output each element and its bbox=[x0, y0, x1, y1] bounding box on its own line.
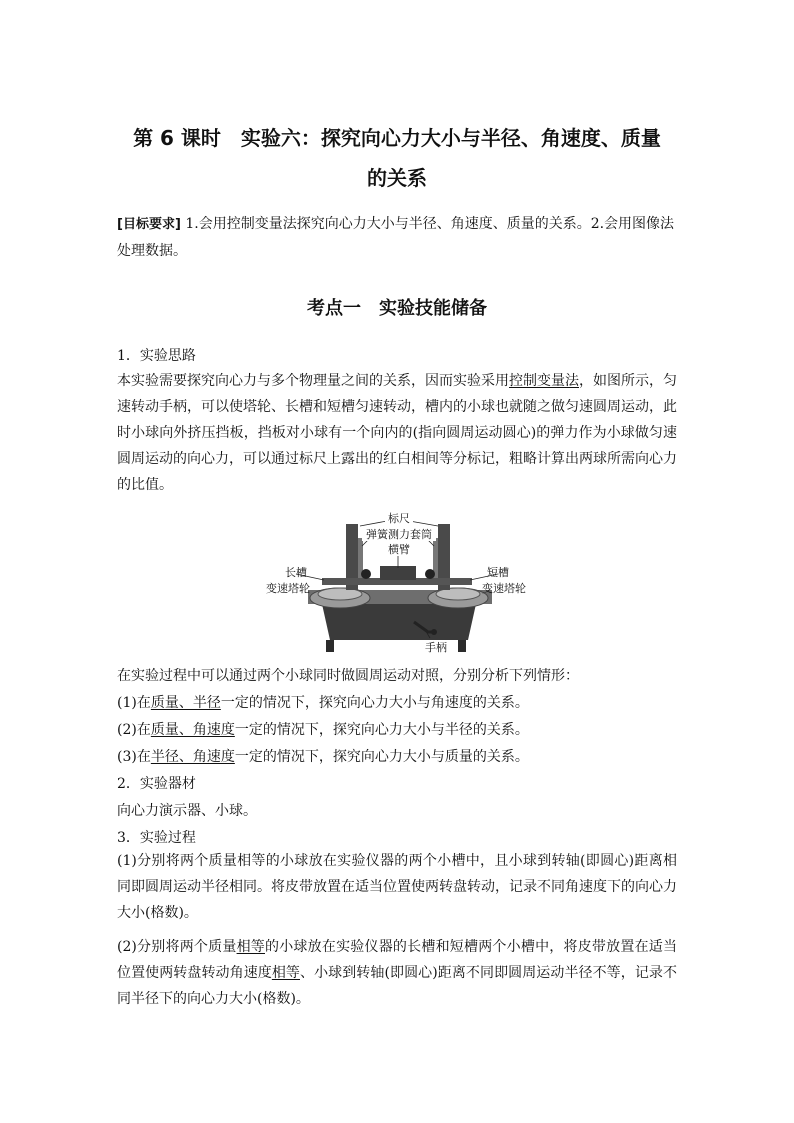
item2-post: 一定的情况下，探究向心力大小与半径的关系。 bbox=[234, 722, 529, 738]
lesson-title-line2: 的关系 bbox=[367, 166, 427, 190]
goals-text-2: 处理数据。 bbox=[117, 243, 187, 259]
heading-equipment: 2．实验器材 bbox=[117, 776, 196, 792]
comparison-item-3 bbox=[117, 746, 529, 766]
item3-underline: 半径、角速度 bbox=[150, 749, 235, 765]
base-leg-left bbox=[326, 640, 334, 652]
centripetal-apparatus-figure bbox=[262, 512, 532, 654]
label-long-slot: 长槽 bbox=[285, 566, 307, 579]
lesson-title-line1: 第 6 课时 实验六：探究向心力大小与半径、角速度、质量 bbox=[133, 126, 661, 150]
item1-underline: 质量、半径 bbox=[150, 695, 221, 711]
item3-post: 一定的情况下，探究向心力大小与质量的关系。 bbox=[234, 749, 529, 765]
label-right-variable-wheel: 变速塔轮 bbox=[482, 582, 526, 595]
item3-pre: (3)在 bbox=[117, 749, 151, 765]
heading-procedure: 3．实验过程 bbox=[117, 830, 196, 846]
experiment-idea-paragraph bbox=[117, 368, 677, 498]
item1-post: 一定的情况下，探究向心力大小与角速度的关系。 bbox=[220, 695, 529, 711]
step2-text-a: (2)分别将两个质量 bbox=[117, 939, 237, 955]
item2-underline: 质量、角速度 bbox=[150, 722, 235, 738]
label-spring-sleeve: 弹簧测力套筒 bbox=[366, 528, 432, 541]
goals-label: [目标要求] bbox=[117, 217, 181, 232]
label-left-variable-wheel: 变速塔轮 bbox=[266, 582, 310, 595]
label-cross-arm: 横臂 bbox=[388, 543, 410, 556]
base-leg-right bbox=[458, 640, 466, 652]
learning-goals bbox=[117, 211, 677, 264]
goals-text-1: 1.会用控制变量法探究向心力大小与半径、角速度、质量的关系。2.会用图像法 bbox=[185, 216, 675, 232]
step2-underline-2: 相等 bbox=[271, 965, 300, 981]
comparison-item-2 bbox=[117, 719, 529, 739]
label-short-slot: 短槽 bbox=[487, 566, 509, 579]
heading-experiment-idea: 1．实验思路 bbox=[117, 348, 196, 364]
procedure-step-2 bbox=[117, 934, 677, 1012]
step2-text-c: 、小球到转轴(即圆心)距离不同即圆周运动半径不等，记录不同半径下的向心力大小(格数)。 bbox=[117, 965, 677, 1007]
comparison-item-1 bbox=[117, 692, 529, 712]
equipment-text: 向心力演示器、小球。 bbox=[117, 803, 257, 819]
label-handle: 手柄 bbox=[425, 641, 447, 654]
idea-text-pre: 本实验需要探究向心力与多个物理量之间的关系，因而实验采用 bbox=[117, 373, 509, 389]
label-ruler: 标尺 bbox=[388, 512, 410, 525]
section-heading: 考点一 实验技能储备 bbox=[307, 298, 487, 319]
procedure-step-1: (1)分别将两个质量相等的小球放在实验仪器的两个小槽中，且小球到转轴(即圆心)距离相同即圆周运动半径相同。将皮带放置在适当位置使两转盘转动，记录不同角速度下的向心力大小(格数)。 bbox=[117, 853, 677, 921]
apparatus-base bbox=[322, 604, 476, 640]
item2-pre: (2)在 bbox=[117, 722, 151, 738]
step2-underline-1: 相等 bbox=[236, 939, 265, 955]
step2-text-b: 的小球放在实验仪器的长槽和短槽两个小槽中，将皮带放置在适当位置使两转盘转动角速度 bbox=[117, 939, 678, 981]
comparison-intro: 在实验过程中可以通过两个小球同时做圆周运动对照，分别分析下列情形： bbox=[117, 668, 579, 684]
idea-text-post: ，如图所示，匀速转动手柄，可以使塔轮、长槽和短槽匀速转动，槽内的小球也就随之做匀速圆周运动，此时小球向外挤压挡板，挡板对小球有一个向内的(指向圆周运动圆心)的弹力作为小球做匀速圆周运动的向心力，可以通过标尺上露出的红白相间等分标记，粗略计算出两球所需向心力的比值。 bbox=[117, 373, 677, 493]
item1-pre: (1)在 bbox=[117, 695, 151, 711]
idea-underline-method: 控制变量法 bbox=[509, 373, 579, 389]
center-mechanism bbox=[380, 566, 416, 580]
